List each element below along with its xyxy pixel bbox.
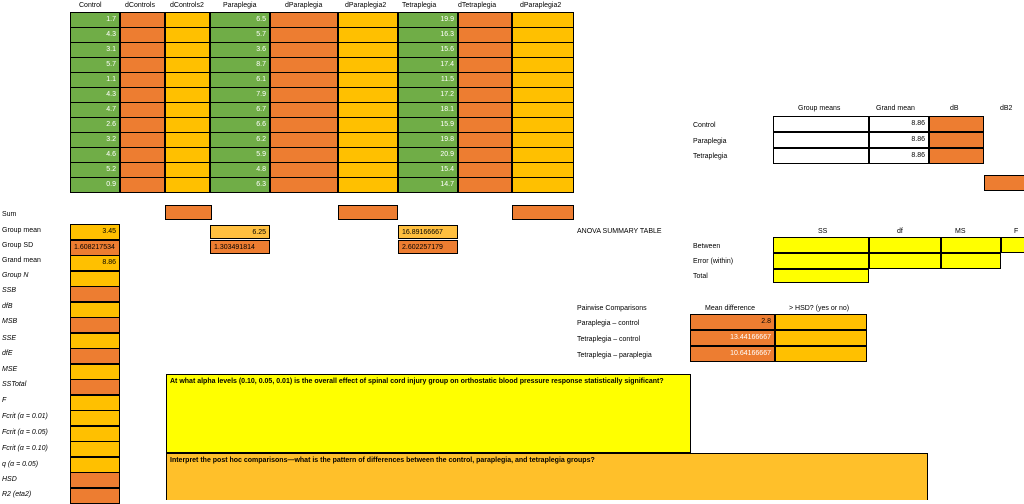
stat-value-cell[interactable] [70, 457, 120, 473]
stat-label: Grand mean [2, 257, 41, 264]
computed-cell[interactable] [165, 162, 210, 178]
paraplegia-value-cell[interactable]: 6.6 [210, 117, 270, 133]
stat-label: Group mean [2, 227, 41, 234]
computed-cell[interactable] [270, 147, 338, 163]
computed-cell[interactable] [512, 72, 574, 88]
tetraplegia-value-cell[interactable]: 16.3 [398, 27, 458, 43]
stat-value-cell[interactable]: 1.608217534 [70, 240, 120, 256]
computed-cell[interactable] [338, 72, 398, 88]
control-value-cell[interactable]: 0.9 [70, 177, 120, 193]
computed-cell[interactable] [165, 12, 210, 28]
stat-label: dfE [2, 350, 13, 357]
control-value-cell[interactable]: 4.7 [70, 102, 120, 118]
stat-value-cell[interactable] [70, 317, 120, 333]
computed-cell[interactable] [120, 117, 165, 133]
computed-cell[interactable] [165, 57, 210, 73]
pairwise-row-label: Paraplegia – control [577, 320, 640, 327]
tetraplegia-value-cell[interactable]: 17.2 [398, 87, 458, 103]
stat-label: Fcrit (α = 0.05) [2, 429, 48, 436]
tetraplegia-value-cell[interactable]: 15.6 [398, 42, 458, 58]
control-value-cell[interactable]: 3.1 [70, 42, 120, 58]
gm-grand-mean-cell[interactable]: 8.86 [869, 132, 929, 148]
computed-cell[interactable] [338, 117, 398, 133]
computed-cell[interactable] [458, 162, 512, 178]
gm-grand-mean-cell[interactable]: 8.86 [869, 116, 929, 132]
anova-ms-between[interactable] [941, 237, 1001, 253]
computed-cell[interactable] [270, 177, 338, 193]
computed-cell[interactable] [270, 102, 338, 118]
computed-cell[interactable] [270, 27, 338, 43]
computed-cell[interactable] [458, 27, 512, 43]
computed-cell[interactable] [458, 177, 512, 193]
stat-value-cell[interactable] [70, 333, 120, 349]
gm-header-grand-mean: Grand mean [876, 105, 915, 112]
computed-cell[interactable] [270, 87, 338, 103]
marker-cell[interactable] [512, 205, 574, 220]
gm-group-mean-cell[interactable] [773, 116, 869, 132]
marker-cell[interactable] [338, 205, 398, 220]
computed-cell[interactable] [338, 177, 398, 193]
computed-cell[interactable] [458, 42, 512, 58]
paraplegia-value-cell[interactable]: 8.7 [210, 57, 270, 73]
anova-header-ms: MS [955, 228, 966, 235]
tetraplegia-value-cell[interactable]: 11.5 [398, 72, 458, 88]
computed-cell[interactable] [338, 42, 398, 58]
pairwise-diff-cell[interactable]: 2.8 [690, 314, 775, 330]
paraplegia-value-cell[interactable]: 5.7 [210, 27, 270, 43]
para-mean-cell[interactable]: 6.25 [210, 225, 270, 239]
stat-label: Group N [2, 272, 29, 279]
computed-cell[interactable] [338, 162, 398, 178]
computed-cell[interactable] [458, 102, 512, 118]
stat-label: HSD [2, 476, 17, 483]
gm-header-group-means: Group means [798, 105, 841, 112]
pairwise-header-hsd: > HSD? (yes or no) [789, 305, 850, 312]
header-dparaplegia2: dParaplegia2 [345, 2, 387, 9]
computed-cell[interactable] [165, 72, 210, 88]
question-1-box[interactable] [166, 374, 691, 453]
stat-label: Fcrit (α = 0.10) [2, 445, 48, 452]
computed-cell[interactable] [120, 87, 165, 103]
pairwise-row-label: Tetraplegia – paraplegia [577, 352, 652, 359]
pairwise-header-mean-diff: Mean difference [705, 305, 756, 312]
marker-cell[interactable] [165, 205, 212, 220]
computed-cell[interactable] [165, 102, 210, 118]
control-value-cell[interactable]: 4.3 [70, 87, 120, 103]
stat-value-cell[interactable] [70, 379, 120, 395]
pairwise-hsd-cell[interactable] [775, 346, 867, 362]
stat-label: SSE [2, 335, 17, 342]
pairwise-hsd-cell[interactable] [775, 314, 867, 330]
stat-label: Sum [2, 211, 17, 218]
header-dparaplegia: dParaplegia [285, 2, 323, 9]
stat-label: q (α = 0.05) [2, 461, 39, 468]
computed-cell[interactable] [512, 162, 574, 178]
computed-cell[interactable] [458, 57, 512, 73]
computed-cell[interactable] [270, 57, 338, 73]
computed-cell[interactable] [338, 27, 398, 43]
computed-cell[interactable] [512, 27, 574, 43]
computed-cell[interactable] [270, 42, 338, 58]
question-2-text: Interpret the post hoc comparisons—what is the pattern of differences between the control, paraplegia, and tetraplegia groups? [170, 457, 595, 464]
anova-header-f: F [1014, 228, 1019, 235]
control-value-cell[interactable]: 2.6 [70, 117, 120, 133]
computed-cell[interactable] [270, 132, 338, 148]
tetraplegia-value-cell[interactable]: 17.4 [398, 57, 458, 73]
anova-row-label: Between [693, 243, 721, 250]
computed-cell[interactable] [458, 12, 512, 28]
gm-grand-mean-cell[interactable]: 8.86 [869, 148, 929, 164]
gm-db-cell[interactable] [929, 132, 984, 148]
stat-label: MSE [2, 366, 18, 373]
computed-cell[interactable] [458, 132, 512, 148]
anova-row-label: Error (within) [693, 258, 734, 265]
computed-cell[interactable] [512, 12, 574, 28]
stat-value-cell[interactable] [70, 441, 120, 457]
gm-header-db2: dB2 [1000, 105, 1013, 112]
pairwise-diff-cell[interactable]: 13.44166667 [690, 330, 775, 346]
computed-cell[interactable] [512, 87, 574, 103]
stat-value-cell[interactable] [70, 286, 120, 302]
anova-df-between[interactable] [869, 237, 941, 253]
control-value-cell[interactable]: 4.6 [70, 147, 120, 163]
computed-cell[interactable] [270, 72, 338, 88]
computed-cell[interactable] [165, 87, 210, 103]
computed-cell[interactable] [458, 87, 512, 103]
tetra-mean-cell[interactable]: 16.89166667 [398, 225, 458, 239]
computed-cell[interactable] [458, 72, 512, 88]
tetraplegia-value-cell[interactable]: 18.1 [398, 102, 458, 118]
pairwise-row-label: Tetraplegia – control [577, 336, 641, 343]
computed-cell[interactable] [270, 12, 338, 28]
stat-value-cell[interactable] [70, 472, 120, 488]
gm-row-label: Tetraplegia [693, 153, 728, 160]
computed-cell[interactable] [512, 102, 574, 118]
anova-title: ANOVA SUMMARY TABLE [577, 228, 662, 235]
computed-cell[interactable] [512, 147, 574, 163]
tetra-sd-cell[interactable]: 2.602257179 [398, 240, 458, 254]
tetraplegia-value-cell[interactable]: 19.8 [398, 132, 458, 148]
paraplegia-value-cell[interactable]: 5.9 [210, 147, 270, 163]
anova-ms-within[interactable] [941, 253, 1001, 269]
anova-ss-within[interactable] [773, 253, 869, 269]
computed-cell[interactable] [338, 12, 398, 28]
gm-db2-sum-cell[interactable] [984, 175, 1024, 191]
computed-cell[interactable] [270, 162, 338, 178]
stat-label: R2 (eta2) [2, 491, 32, 498]
paraplegia-value-cell[interactable]: 7.9 [210, 87, 270, 103]
control-value-cell[interactable]: 4.3 [70, 27, 120, 43]
stat-value-cell[interactable]: 8.86 [70, 255, 120, 271]
stat-value-cell[interactable] [70, 426, 120, 442]
header-control: Control [79, 2, 102, 9]
control-value-cell[interactable]: 5.2 [70, 162, 120, 178]
control-value-cell[interactable]: 5.7 [70, 57, 120, 73]
computed-cell[interactable] [458, 147, 512, 163]
question-2-box[interactable] [166, 453, 928, 500]
gm-row-label: Control [693, 122, 716, 129]
header-dtetraplegia: dTetraplegia [458, 2, 497, 9]
control-value-cell[interactable]: 1.1 [70, 72, 120, 88]
question-1-text: At what alpha levels (0.10, 0.05, 0.01) is the overall effect of spinal cord injury group on orthostatic blood pressure response statistically significant? [170, 378, 664, 385]
anova-f-between[interactable] [1001, 237, 1024, 253]
stat-label: F [2, 397, 7, 404]
paraplegia-value-cell[interactable]: 6.3 [210, 177, 270, 193]
stat-value-cell[interactable] [70, 364, 120, 380]
stat-value-cell[interactable] [70, 488, 120, 504]
computed-cell[interactable] [512, 177, 574, 193]
computed-cell[interactable] [458, 117, 512, 133]
anova-header-df: df [897, 228, 903, 235]
computed-cell[interactable] [512, 42, 574, 58]
gm-group-mean-cell[interactable] [773, 132, 869, 148]
stat-value-cell[interactable] [70, 395, 120, 411]
header-paraplegia: Paraplegia [223, 2, 257, 9]
header-tetraplegia: Tetraplegia [402, 2, 437, 9]
paraplegia-value-cell[interactable]: 4.8 [210, 162, 270, 178]
gm-row-label: Paraplegia [693, 138, 727, 145]
tetraplegia-value-cell[interactable]: 19.9 [398, 12, 458, 28]
pairwise-diff-cell[interactable]: 10.64166667 [690, 346, 775, 362]
anova-df-within[interactable] [869, 253, 941, 269]
paraplegia-value-cell[interactable]: 3.6 [210, 42, 270, 58]
computed-cell[interactable] [120, 72, 165, 88]
gm-db-cell[interactable] [929, 148, 984, 164]
computed-cell[interactable] [120, 177, 165, 193]
stat-label: SSB [2, 287, 17, 294]
stat-label: MSB [2, 318, 18, 325]
computed-cell[interactable] [270, 117, 338, 133]
paraplegia-value-cell[interactable]: 6.2 [210, 132, 270, 148]
stat-label: Group SD [2, 242, 34, 249]
stat-label: Fcrit (α = 0.01) [2, 413, 48, 420]
computed-cell[interactable] [120, 27, 165, 43]
stat-value-cell[interactable]: 3.45 [70, 224, 120, 240]
paraplegia-value-cell[interactable]: 6.5 [210, 12, 270, 28]
control-value-cell[interactable]: 3.2 [70, 132, 120, 148]
computed-cell[interactable] [120, 147, 165, 163]
stat-label: SSTotal [2, 381, 27, 388]
gm-group-mean-cell[interactable] [773, 148, 869, 164]
computed-cell[interactable] [120, 12, 165, 28]
tetraplegia-value-cell[interactable]: 14.7 [398, 177, 458, 193]
anova-header-ss: SS [818, 228, 828, 235]
computed-cell[interactable] [165, 177, 210, 193]
anova-ss-total[interactable] [773, 269, 869, 283]
computed-cell[interactable] [120, 162, 165, 178]
computed-cell[interactable] [512, 57, 574, 73]
pairwise-title: Pairwise Comparisons [577, 305, 647, 312]
header-dcontrols: dControls [125, 2, 155, 9]
stat-label: dfB [2, 303, 13, 310]
tetraplegia-value-cell[interactable]: 15.4 [398, 162, 458, 178]
tetraplegia-value-cell[interactable]: 20.9 [398, 147, 458, 163]
anova-row-label: Total [693, 273, 708, 280]
stat-value-cell[interactable] [70, 271, 120, 287]
control-value-cell[interactable]: 1.7 [70, 12, 120, 28]
stat-value-cell[interactable] [70, 410, 120, 426]
gm-header-db: dB [950, 105, 959, 112]
computed-cell[interactable] [512, 117, 574, 133]
tetraplegia-value-cell[interactable]: 15.9 [398, 117, 458, 133]
anova-ss-between[interactable] [773, 237, 869, 253]
para-sd-cell[interactable]: 1.303491814 [210, 240, 270, 254]
paraplegia-value-cell[interactable]: 6.1 [210, 72, 270, 88]
computed-cell[interactable] [120, 102, 165, 118]
computed-cell[interactable] [120, 42, 165, 58]
header-dparaplegia2b: dParaplegia2 [520, 2, 562, 9]
computed-cell[interactable] [165, 117, 210, 133]
computed-cell[interactable] [338, 57, 398, 73]
computed-cell[interactable] [165, 132, 210, 148]
computed-cell[interactable] [338, 87, 398, 103]
computed-cell[interactable] [165, 27, 210, 43]
gm-db-cell[interactable] [929, 116, 984, 132]
stat-value-cell[interactable] [70, 302, 120, 318]
computed-cell[interactable] [120, 57, 165, 73]
header-dcontrols2: dControls2 [170, 2, 204, 9]
pairwise-hsd-cell[interactable] [775, 330, 867, 346]
computed-cell[interactable] [512, 132, 574, 148]
computed-cell[interactable] [338, 102, 398, 118]
paraplegia-value-cell[interactable]: 6.7 [210, 102, 270, 118]
computed-cell[interactable] [165, 147, 210, 163]
computed-cell[interactable] [165, 42, 210, 58]
computed-cell[interactable] [338, 147, 398, 163]
computed-cell[interactable] [338, 132, 398, 148]
stat-value-cell[interactable] [70, 348, 120, 364]
computed-cell[interactable] [120, 132, 165, 148]
